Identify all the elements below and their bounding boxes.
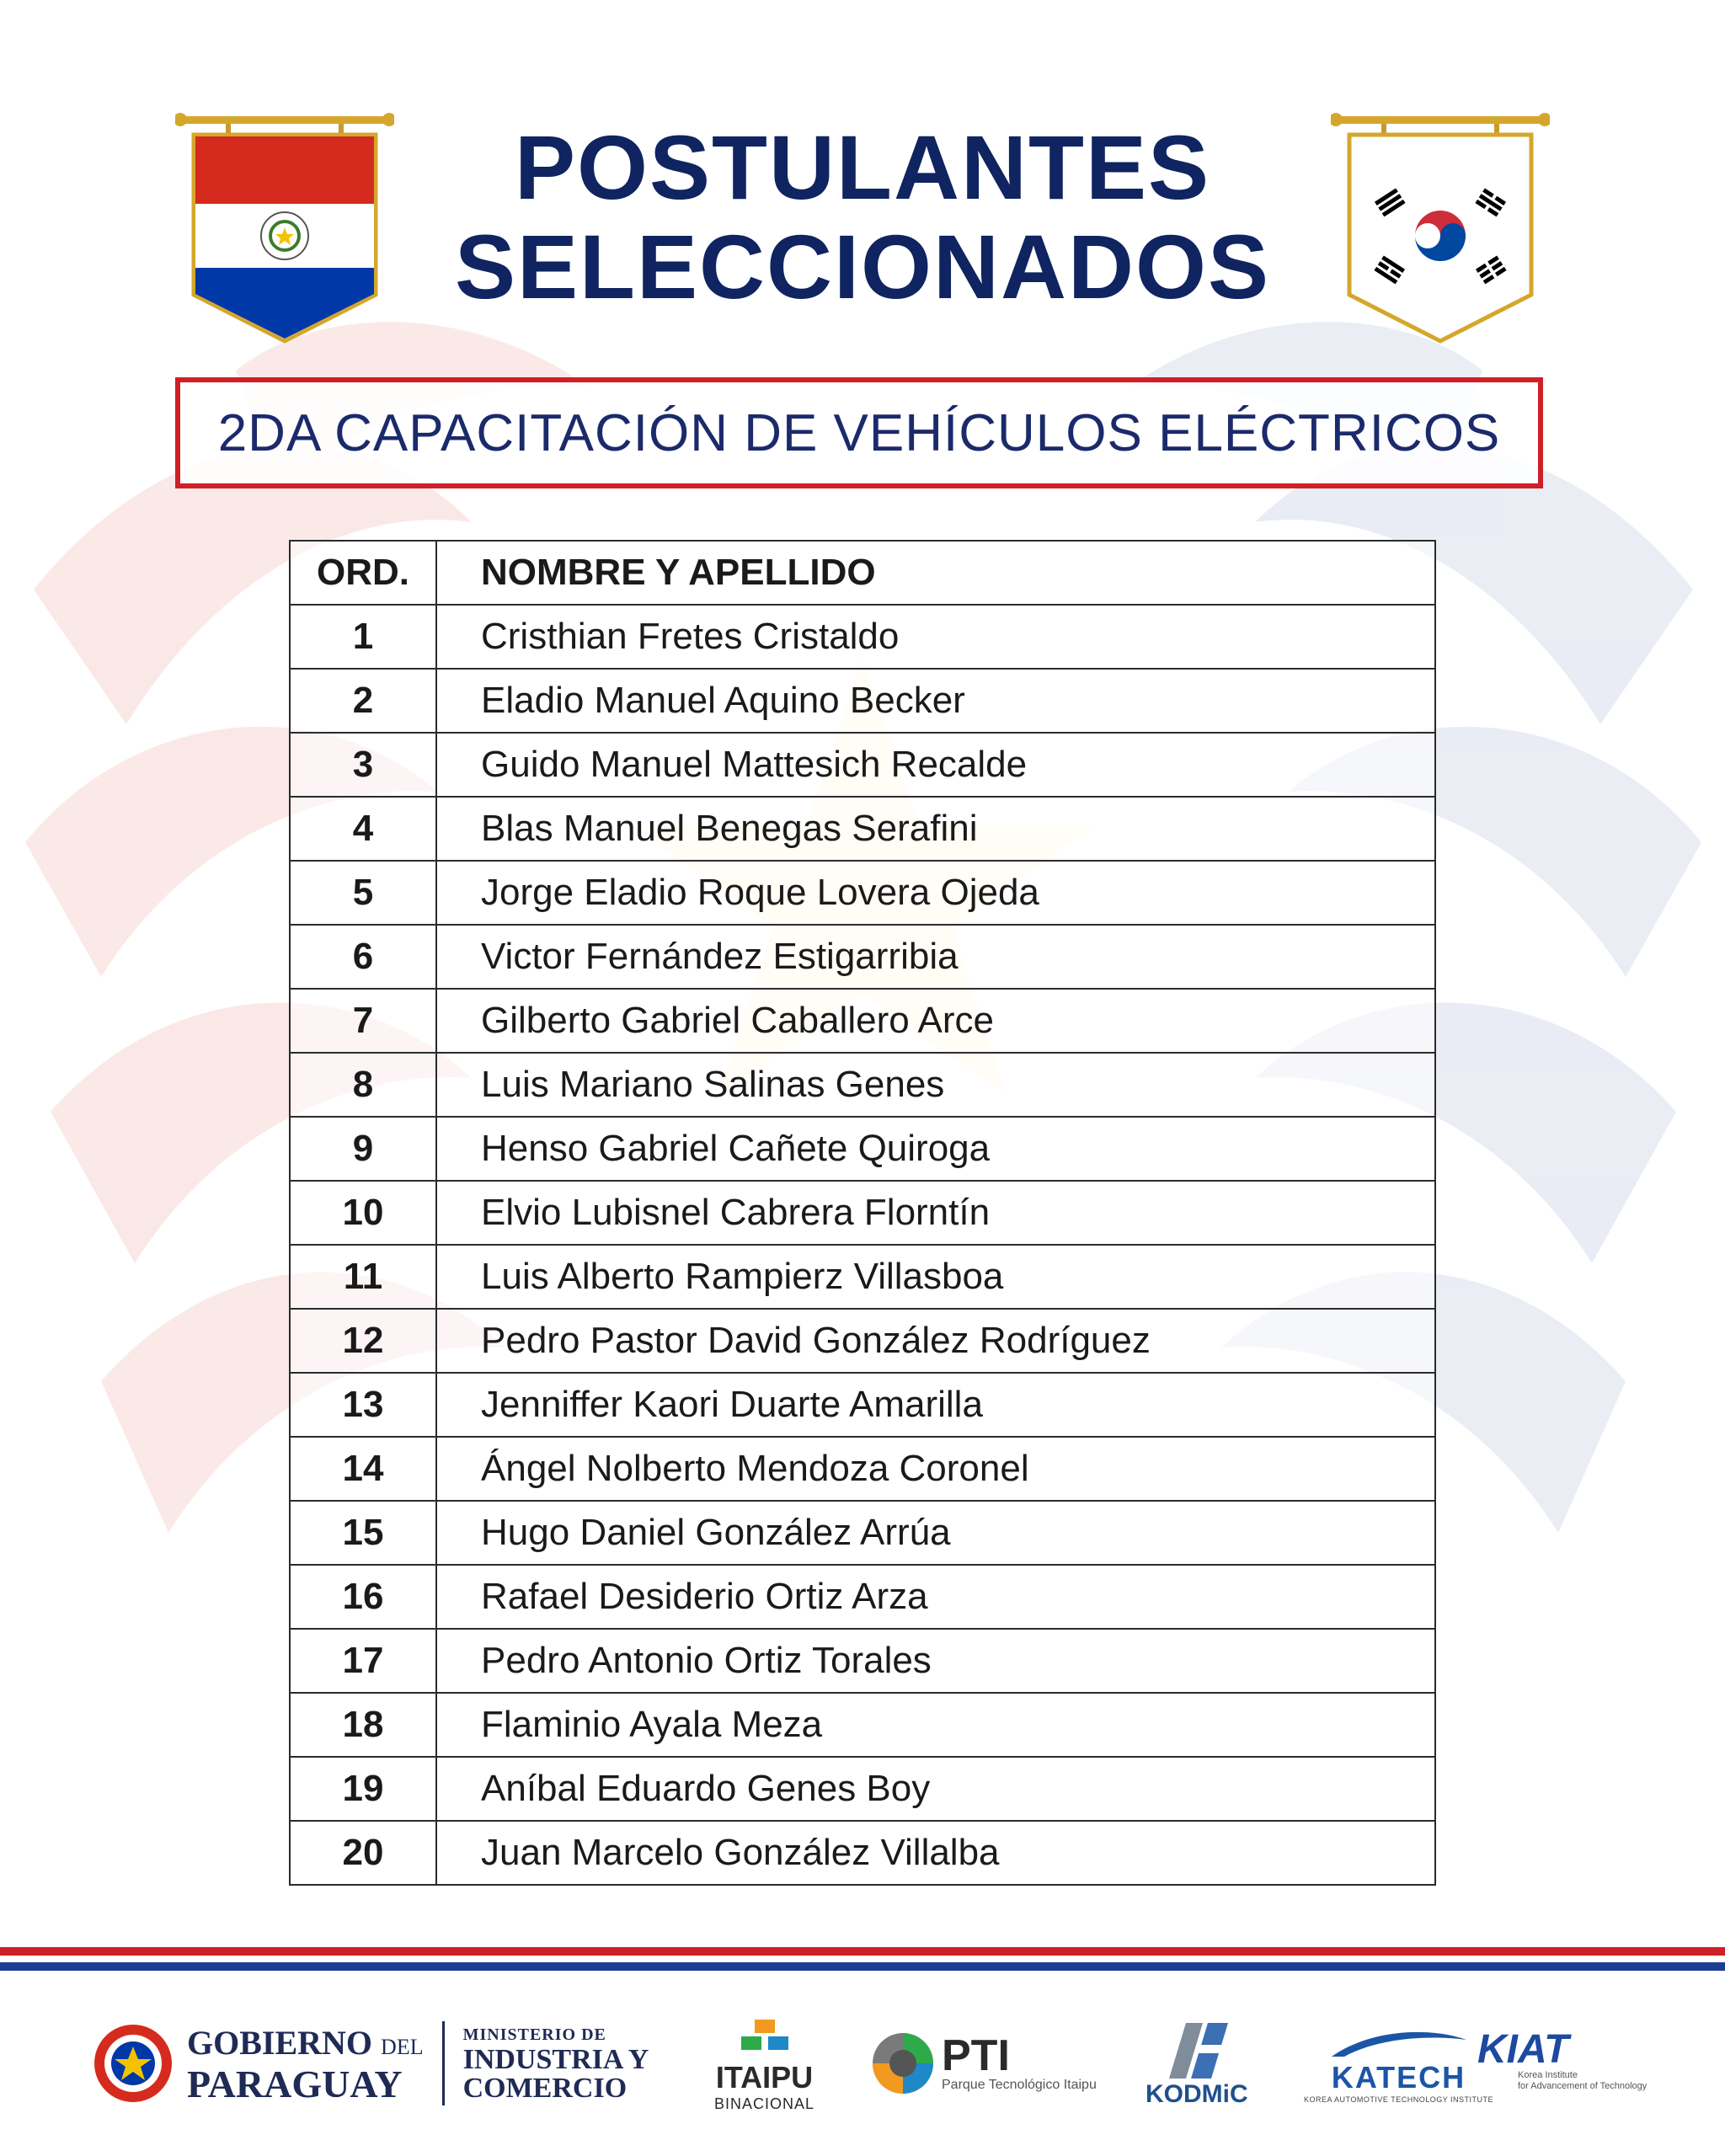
row-ord: 8 bbox=[290, 1053, 436, 1117]
itaipu-name: ITAIPU bbox=[715, 2060, 814, 2095]
table-row bbox=[290, 1565, 1435, 1629]
itaipu-logo bbox=[714, 2020, 814, 2113]
row-name: Elvio Lubisnel Cabrera Florntín bbox=[436, 1181, 1435, 1245]
table-row bbox=[290, 1629, 1435, 1693]
row-ord: 7 bbox=[290, 989, 436, 1053]
page-title bbox=[0, 118, 1725, 317]
row-name: Blas Manuel Benegas Serafini bbox=[436, 797, 1435, 861]
pti-globe-icon bbox=[869, 2030, 937, 2097]
row-ord: 11 bbox=[290, 1245, 436, 1309]
logo-divider bbox=[442, 2021, 445, 2105]
candidates-table-grid bbox=[289, 540, 1436, 1886]
table-row bbox=[290, 1821, 1435, 1885]
title-line-2: SELECCIONADOS bbox=[454, 216, 1271, 318]
row-ord: 10 bbox=[290, 1181, 436, 1245]
row-name: Flaminio Ayala Meza bbox=[436, 1693, 1435, 1757]
katech-swoosh-icon bbox=[1327, 2026, 1471, 2060]
table-row bbox=[290, 1309, 1435, 1373]
footer-stripe-white bbox=[0, 1956, 1725, 1962]
row-name: Hugo Daniel González Arrúa bbox=[436, 1501, 1435, 1565]
row-name: Pedro Antonio Ortiz Torales bbox=[436, 1629, 1435, 1693]
row-ord: 3 bbox=[290, 733, 436, 797]
row-ord: 9 bbox=[290, 1117, 436, 1181]
row-name: Ángel Nolberto Mendoza Coronel bbox=[436, 1437, 1435, 1501]
table-row bbox=[290, 925, 1435, 989]
table-row bbox=[290, 797, 1435, 861]
table-row bbox=[290, 1373, 1435, 1437]
ministerio-line-1: MINISTERIO DE bbox=[462, 2025, 606, 2044]
row-name: Gilberto Gabriel Caballero Arce bbox=[436, 989, 1435, 1053]
kodmic-logo bbox=[1146, 2020, 1248, 2109]
row-name: Henso Gabriel Cañete Quiroga bbox=[436, 1117, 1435, 1181]
footer-logos bbox=[0, 2004, 1725, 2131]
table-row bbox=[290, 1757, 1435, 1821]
row-name: Guido Manuel Mattesich Recalde bbox=[436, 733, 1435, 797]
table-row bbox=[290, 1693, 1435, 1757]
header-ord: ORD. bbox=[290, 541, 436, 605]
katech-sub: KOREA AUTOMOTIVE TECHNOLOGY INSTITUTE bbox=[1304, 2095, 1494, 2104]
row-ord: 15 bbox=[290, 1501, 436, 1565]
row-name: Juan Marcelo González Villalba bbox=[436, 1821, 1435, 1885]
row-ord: 2 bbox=[290, 669, 436, 733]
row-name: Cristhian Fretes Cristaldo bbox=[436, 605, 1435, 669]
table-row bbox=[290, 989, 1435, 1053]
footer-stripe-blue bbox=[0, 1962, 1725, 1971]
row-name: Luis Alberto Rampierz Villasboa bbox=[436, 1245, 1435, 1309]
row-ord: 19 bbox=[290, 1757, 436, 1821]
row-ord: 20 bbox=[290, 1821, 436, 1885]
table-row bbox=[290, 1501, 1435, 1565]
table-row bbox=[290, 1437, 1435, 1501]
row-ord: 14 bbox=[290, 1437, 436, 1501]
ministerio-line-3: COMERCIO bbox=[462, 2073, 628, 2104]
kiat-sub-line-1: Korea Institute bbox=[1518, 2070, 1578, 2080]
pti-logo bbox=[869, 2030, 1097, 2097]
pti-name: PTI bbox=[942, 2031, 1010, 2080]
kiat-name: KIAT bbox=[1477, 2027, 1569, 2072]
candidates-table bbox=[289, 540, 1436, 1886]
row-name: Pedro Pastor David González Rodríguez bbox=[436, 1309, 1435, 1373]
table-header-row bbox=[290, 541, 1435, 605]
row-name: Aníbal Eduardo Genes Boy bbox=[436, 1757, 1435, 1821]
kodmic-symbol-icon bbox=[1161, 2020, 1233, 2080]
ministerio-logo bbox=[463, 2024, 649, 2103]
gobierno-paraguay-logo bbox=[91, 2021, 649, 2105]
table-row bbox=[290, 669, 1435, 733]
ministerio-line-2: INDUSTRIA Y bbox=[462, 2044, 649, 2075]
table-row bbox=[290, 733, 1435, 797]
row-ord: 12 bbox=[290, 1309, 436, 1373]
itaipu-symbol-icon bbox=[738, 2020, 792, 2058]
table-row bbox=[290, 1181, 1435, 1245]
row-ord: 16 bbox=[290, 1565, 436, 1629]
paraguay-label: PARAGUAY bbox=[187, 2062, 403, 2105]
itaipu-sub: BINACIONAL bbox=[714, 2095, 815, 2112]
row-name: Rafael Desiderio Ortiz Arza bbox=[436, 1565, 1435, 1629]
row-ord: 5 bbox=[290, 861, 436, 925]
subtitle-box bbox=[175, 377, 1543, 488]
paraguay-emblem-icon bbox=[91, 2021, 175, 2105]
row-ord: 1 bbox=[290, 605, 436, 669]
pti-sub: Parque Tecnológico Itaipu bbox=[942, 2078, 1097, 2092]
row-name: Jenniffer Kaori Duarte Amarilla bbox=[436, 1373, 1435, 1437]
table-row bbox=[290, 1245, 1435, 1309]
row-name: Eladio Manuel Aquino Becker bbox=[436, 669, 1435, 733]
subtitle: 2DA CAPACITACIÓN DE VEHÍCULOS ELÉCTRICOS bbox=[217, 403, 1501, 462]
row-ord: 18 bbox=[290, 1693, 436, 1757]
table-row bbox=[290, 1053, 1435, 1117]
row-ord: 6 bbox=[290, 925, 436, 989]
table-row bbox=[290, 1117, 1435, 1181]
kiat-logo bbox=[1477, 2027, 1648, 2092]
row-ord: 17 bbox=[290, 1629, 436, 1693]
row-ord: 13 bbox=[290, 1373, 436, 1437]
row-name: Victor Fernández Estigarribia bbox=[436, 925, 1435, 989]
gobierno-label: GOBIERNO bbox=[187, 2023, 373, 2062]
kiat-sub-line-2: for Advancement of Technology bbox=[1518, 2081, 1648, 2091]
row-name: Luis Mariano Salinas Genes bbox=[436, 1053, 1435, 1117]
table-row bbox=[290, 861, 1435, 925]
katech-logo bbox=[1304, 2026, 1493, 2104]
table-row bbox=[290, 605, 1435, 669]
row-ord: 4 bbox=[290, 797, 436, 861]
gobierno-del-label: DEL bbox=[381, 2034, 424, 2059]
katech-name: KATECH bbox=[1331, 2060, 1466, 2095]
footer-stripe-red bbox=[0, 1947, 1725, 1956]
header-name: NOMBRE Y APELLIDO bbox=[436, 541, 1435, 605]
kodmic-name: KODMiC bbox=[1146, 2080, 1248, 2108]
title-line-1: POSTULANTES bbox=[514, 116, 1211, 218]
row-name: Jorge Eladio Roque Lovera Ojeda bbox=[436, 861, 1435, 925]
